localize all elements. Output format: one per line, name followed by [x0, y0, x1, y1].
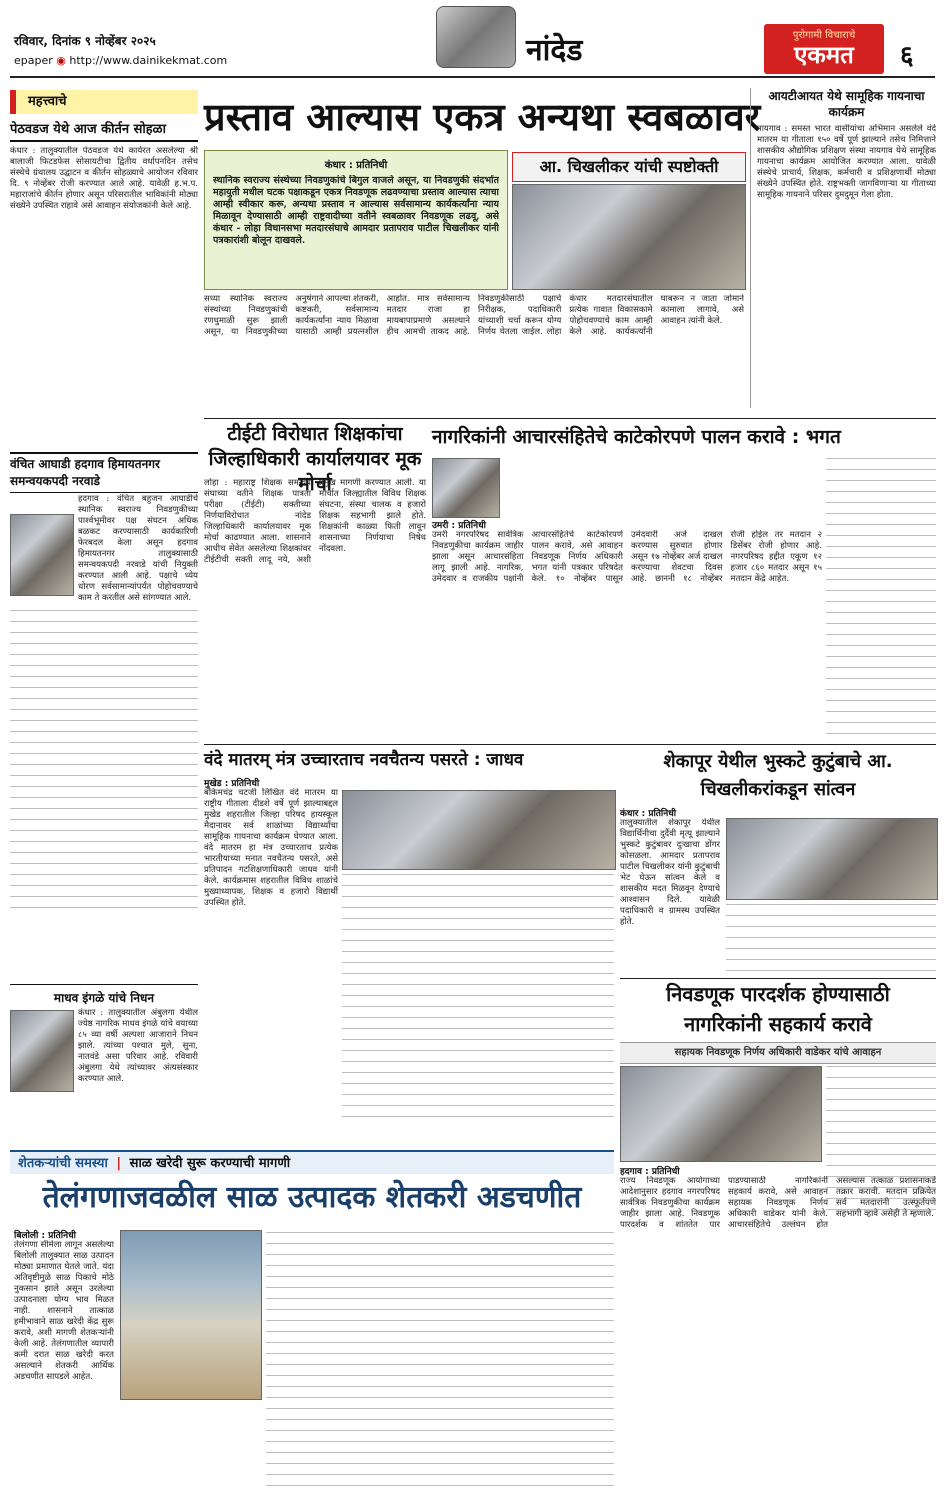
lead-headline: प्रस्ताव आल्यास एकत्र अन्यथा स्वबळावर: [204, 95, 761, 139]
shekapur-continued: [726, 904, 936, 974]
nivadnuk-deck: सहायक निवडणूक निर्णय अधिकारी वाडेकर यांचे आवाहन: [620, 1042, 936, 1064]
divider-1: [204, 418, 936, 419]
masthead-date: रविवार, दिनांक ९ नोव्हेंबर २०२५: [14, 34, 156, 48]
lead-deck-text: आ. चिखलीकर यांची स्पष्टोक्ती: [539, 157, 719, 176]
story-peth-body: कंधार : तालुक्यातील पेठवडज येथे कार्यरत असलेल्या श्री बालाजी फिटडफेस सोसायटीचा द्वितीय वर्धापनदिन तसेच संस्थेचे ग्रंथालय उद्घाटन व कीर्तन सोहळ्याचे आयोजन रविवार दि. ९ नोव्हेंबर रोजी करण्यात आले आहे. यावेळी ह.भ.प. महाराजांचे कीर्तन होणार असून परिसरातील भाविकांनी मोठ्या संख्येने उपस्थित राहावे असे आवाहन संयोजकांनी केले आहे.: [10, 146, 198, 211]
vande-continued: [342, 874, 614, 1118]
farmers-headline: तेलंगणाजवळील साळ उत्पादक शेतकरी अडचणीत: [42, 1180, 582, 1215]
masthead-url: http://www.dainikekmat.com: [69, 54, 228, 67]
vande-body-1: बंकिमचंद्र चटर्जी लिखित वंदे मातरम या राष्ट्रीय गीताला दीडशे वर्षे पूर्ण झाल्याबद्दल मुखेड शहरातील जिल्हा परिषद हायस्कूल मैदानावर सर्व शाळांच्या विद्यार्थ्यांचा सामूहिक गायनाचा कार्यक्रम घेण्यात आला. वंदे मातरम हा मंत्र उच्चारताच प्रत्येक भारतीयाच्या मनात नवचैतन्य पसरते, असे प्रतिपादन गटशिक्षणाधिकारी जाधव यांनी केले. कार्यक्रमास शहरातील विविध शाळांचे मुख्याध्यापक, शिक्षक व हजारो विद्यार्थी उपस्थित होते.: [204, 788, 338, 908]
farmers-body-1: तेलंगणा सीमेला लागून असलेल्या बिलोली तालुक्यात साळ उत्पादन मोठ्या प्रमाणात घेतले जाते. यंदा अतिवृष्टीमुळे साळ पिकाचे मोठे नुकसान झाले असून उरलेल्या उत्पादनाला योग्य भाव मिळत नाही. शासनाने तात्काळ हमीभावाने साळ खरेदी केंद्र सुरू करावे, अशी मागणी शेतकऱ्यांनी केली आहे. तेलंगणातील व्यापारी कमी दरात साळ खरेदी करत असल्याने शेतकरी आर्थिक अडचणीत सापडले आहेत.: [14, 1240, 114, 1382]
lead-intro: स्थानिक स्वराज्य संस्थेच्या निवडणुकांचे बिगुल वाजले असून, या निवडणुकी संदर्भात महायुती मधील घटक पक्षाकडून एकत्र निवडणूक लढवण्याचा प्रस्ताव आल्यास त्याचा आम्ही स्वीकार करू, अन्यथा प्रस्ताव न आल्यास सर्वसामान्य कार्यकर्त्यांना न्याय मिळावून देण्यासाठी आम्ही राष्ट्रवादीच्या वतीने स्वबळावर निवडणूक लढवू, असे कंधार - लोहा विधानसभा मतदारसंघाचे आमदार प्रतापराव पाटील चिखलीकर यांनी पत्रकारांशी बोलून दाखवले.: [213, 175, 499, 246]
farmers-kicker-1: शेतकऱ्यांची समस्या: [18, 1156, 108, 1171]
story-ingle-headline: माधव इंगळे यांचे निधन: [10, 984, 198, 1006]
nivadnuk-headline-2: नागरिकांनी सहकार्य करावे: [684, 1012, 872, 1036]
masthead: [0, 0, 945, 82]
bhagat-continued: [826, 458, 936, 740]
bhagat-byline: उमरी : प्रतिनिधी: [432, 521, 486, 531]
shekapur-headline: शेकापूर येथील भुस्कटे कुटुंबाचे आ. चिखलीकरांकडून सांत्वन: [663, 751, 893, 800]
epaper-label: epaper: [14, 54, 53, 67]
masthead-rule: [10, 76, 935, 78]
narwade-photo: [10, 514, 74, 596]
nivadnuk-headline-1: निवडणूक पारदर्शक होण्यासाठी: [666, 982, 890, 1006]
vande-headline: वंदे मातरम् मंत्र उच्चारताच नवचैतन्य पसरते : जाधव: [204, 750, 524, 770]
lead-deck: [512, 152, 746, 182]
lead-photo: [512, 184, 746, 290]
right-column: [750, 88, 936, 408]
nivadnuk-photo: [620, 1066, 822, 1162]
shekapur-photo: [726, 818, 938, 900]
story-vanchit-body: हदगाव : वंचित बहुजन आघाडीचे स्थानिक स्वराज्य निवडणुकीच्या पार्श्वभूमीवर पक्ष संघटन अधिक बळकट करण्यासाठी कार्यकारिणी फेरबदल केला असून हदगाव हिमायतनगर तालुक्यासाठी समन्वयकपदी नरवाडे यांची नियुक्ती करण्यात आली आहे. पक्षाचे ध्येय धोरण सर्वसामान्यांपर्यंत पोहोचवण्याचे काम ते करतील असे सांगण्यात आले.: [78, 494, 198, 603]
masthead-logo-icon: [436, 6, 516, 68]
nivadnuk-body: राज्य निवडणूक आयोगाच्या आदेशानुसार हदगाव नगरपरिषद सार्वत्रिक निवडणुकीचा कार्यक्रम जाहीर झाला आहे. निवडणूक पारदर्शक व शांततेत पार पाडण्यासाठी नागरिकांनी सहकार्य करावे, असे आवाहन सहायक निवडणूक निर्णय अधिकारी वाडेकर यांनी केले. आचारसंहितेचे उल्लंघन होत असल्यास तत्काळ प्रशासनाकडे तक्रार करावी. मतदान प्रक्रियेत सर्व मतदारांनी उत्स्फूर्तपणे सहभागी व्हावे असेही ते म्हणाले.: [620, 1176, 936, 1230]
bhagat-headline: नागरिकांनी आचारसंहितेचे काटेकोरपणे पालन करावे : भगत: [432, 426, 841, 448]
masthead-tagline: पुरोगामी विचाराचे: [792, 30, 856, 41]
section-label: महत्त्वाचे: [10, 90, 198, 114]
masthead-brand: एकमत: [794, 41, 854, 69]
epaper-link[interactable]: [14, 54, 227, 67]
farmers-photo: [120, 1230, 262, 1400]
masthead-city: नांदेड: [526, 33, 583, 68]
vande-photo: [342, 790, 616, 870]
divider-3: [620, 978, 936, 979]
ingle-photo: [10, 1010, 74, 1092]
bhagat-photo: [432, 458, 500, 518]
bhagat-body: उमरी नगरपरिषद सार्वत्रिक निवडणुकीचा कार्यक्रम जाहीर झाला असून आचारसंहिता लागू झाली आहे. नागरिक, उमेदवार व राजकीय पक्षांनी आचारसंहितेचे काटेकोरपणे पालन करावे, असे आवाहन निवडणूक निर्णय अधिकारी भगत यांनी पत्रकार परिषदेत केले. १० नोव्हेंबर पासून उमेदवारी अर्ज दाखल करण्यास सुरुवात होणार असून १७ नोव्हेंबर अर्ज दाखल करण्याचा शेवटचा दिवस आहे. छाननी १८ नोव्हेंबर रोजी होईल तर मतदान २ डिसेंबर रोजी होणार आहे. नगरपरिषद हद्दीत एकूण १२ हजार ८६० मतदार असून १५ मतदान केंद्रे आहेत.: [432, 530, 822, 584]
page-number: ६: [900, 41, 914, 71]
lead-body: सध्या स्थानिक स्वराज्य संस्थांच्या निवडणुकांची रणधुमाळी सुरू झाली असून, या निवडणुकीच्या अनुषंगाने आपल्या शेतकरी, कष्टकरी, सर्वसामान्य कार्यकर्त्यांना न्याय मिळावा यासाठी आम्ही प्रयत्नशील आहोत. मात्र सर्वसामान्य मतदार राजा हा मायबापाप्रमाणे असल्याने हीच आमची ताकद आहे. निवडणुकीसाठी पक्षाचे निरीक्षक, पदाधिकारी यांच्याशी चर्चा करून योग्य निर्णय घेतला जाईल. लोहा कंधार मतदारसंघातील प्रत्येक गावात विकासकामे पोहोचवण्याचे काम आम्ही केले आहे. कार्यकर्त्यांनी घाबरून न जाता जोमाने कामाला लागावे, असे आवाहन त्यांनी केले.: [204, 294, 744, 337]
story-vanchit-continued: [10, 610, 198, 910]
nivadnuk-byline: हदगाव : प्रतिनिधी: [620, 1167, 680, 1177]
farmers-kicker: [10, 1150, 614, 1174]
farmers-kicker-2: साळ खरेदी सुरू करण्याची मागणी: [129, 1156, 291, 1171]
iti-headline: आयटीआयत येथे सामूहिक गायनाचा कार्यक्रम: [768, 89, 925, 119]
shekapur-body: तालुक्यातील शेकापूर येथील विद्यार्थिनीचा दुर्दैवी मृत्यू झाल्याने भुस्कटे कुटुंबावर दुःखाचा डोंगर कोसळला. आमदार प्रतापराव पाटील चिखलीकर यांनी कुटुंबाची भेट घेऊन सांत्वन केले व शासकीय मदत मिळवून देण्याचे आश्वासन दिले. यावेळी पदाधिकारी व ग्रामस्थ उपस्थित होते.: [620, 818, 720, 927]
farmers-continued: [266, 1232, 614, 1492]
lead-intro-box: [204, 150, 508, 290]
story-peth-headline: पेठवडज येथे आज कीर्तन सोहळा: [10, 122, 198, 142]
tet-headline: टीईटी विरोधात शिक्षकांचा जिल्हाधिकारी कार्यालयावर मूक मोर्चा: [208, 423, 422, 495]
kicker-separator-icon: |: [116, 1156, 122, 1171]
iti-body: नायगाव : समस्त भारत वासीयांचा अभिमान असलेले वंदे मातरम या गीताला १५० वर्षे पूर्ण झाल्याने तसेच निमित्ताने शासकीय औद्योगिक प्रशिक्षण संस्था नायगाव येथे सामूहिक गायनाचा कार्यक्रम आयोजित करण्यात आला. यावेळी संस्थेचे प्राचार्य, शिक्षक, कर्मचारी व प्रशिक्षणार्थी मोठ्या संख्येने उपस्थित होते. राष्ट्रभक्ती जागविणाऱ्या या गीताच्या सामूहिक गायनाने परिसर दुमदुमून गेला होता.: [757, 124, 936, 200]
story-ingle-body: कंधार : तालुक्यातील अंबुलगा येथील ज्येष्ठ नागरिक माधव इंगळे यांचे वयाच्या ८५ व्या वर्षी अल्पशा आजाराने निधन झाले. त्यांच्या पश्चात मुले, सुना, नातवंडे असा परिवार आहे. रविवारी अंबुलगा येथे त्यांच्यावर अंत्यसंस्कार करण्यात आले.: [78, 1008, 198, 1084]
left-column: [10, 84, 198, 1144]
story-vanchit-headline: वंचित आघाडी हदगाव हिमायतनगर समन्वयकपदी नरवाडे: [10, 452, 198, 493]
globe-icon: ◉: [56, 54, 66, 67]
lead-byline: कंधार : प्रतिनिधी: [324, 160, 388, 171]
vande-byline: मुखेड : प्रतिनिधी: [204, 779, 260, 789]
masthead-brand-box: [764, 24, 884, 74]
tet-body: लोहा : महाराष्ट्र शिक्षक समन्वय संघाच्या वतीने शिक्षक पात्रता परीक्षा (टीईटी) सक्तीच्या निर्णयाविरोधात नांदेड जिल्हाधिकारी कार्यालयावर मूक मोर्चा काढण्यात आला. शासनाने आधीच सेवेत असलेल्या शिक्षकांवर टीईटीची सक्ती लादू नये, अशी प्रमुख मागणी करण्यात आली. या मोर्चात जिल्ह्यातील विविध शिक्षक संघटना, संस्था चालक व हजारो शिक्षक सहभागी झाले होते. शिक्षकांनी काळ्या फिती लावून शासनाच्या निर्णयाचा निषेध नोंदवला.: [204, 478, 426, 565]
farmers-byline: बिलोली : प्रतिनिधी: [14, 1231, 76, 1241]
shekapur-byline: कंधार : प्रतिनिधी: [620, 809, 677, 819]
divider-2: [204, 744, 936, 745]
